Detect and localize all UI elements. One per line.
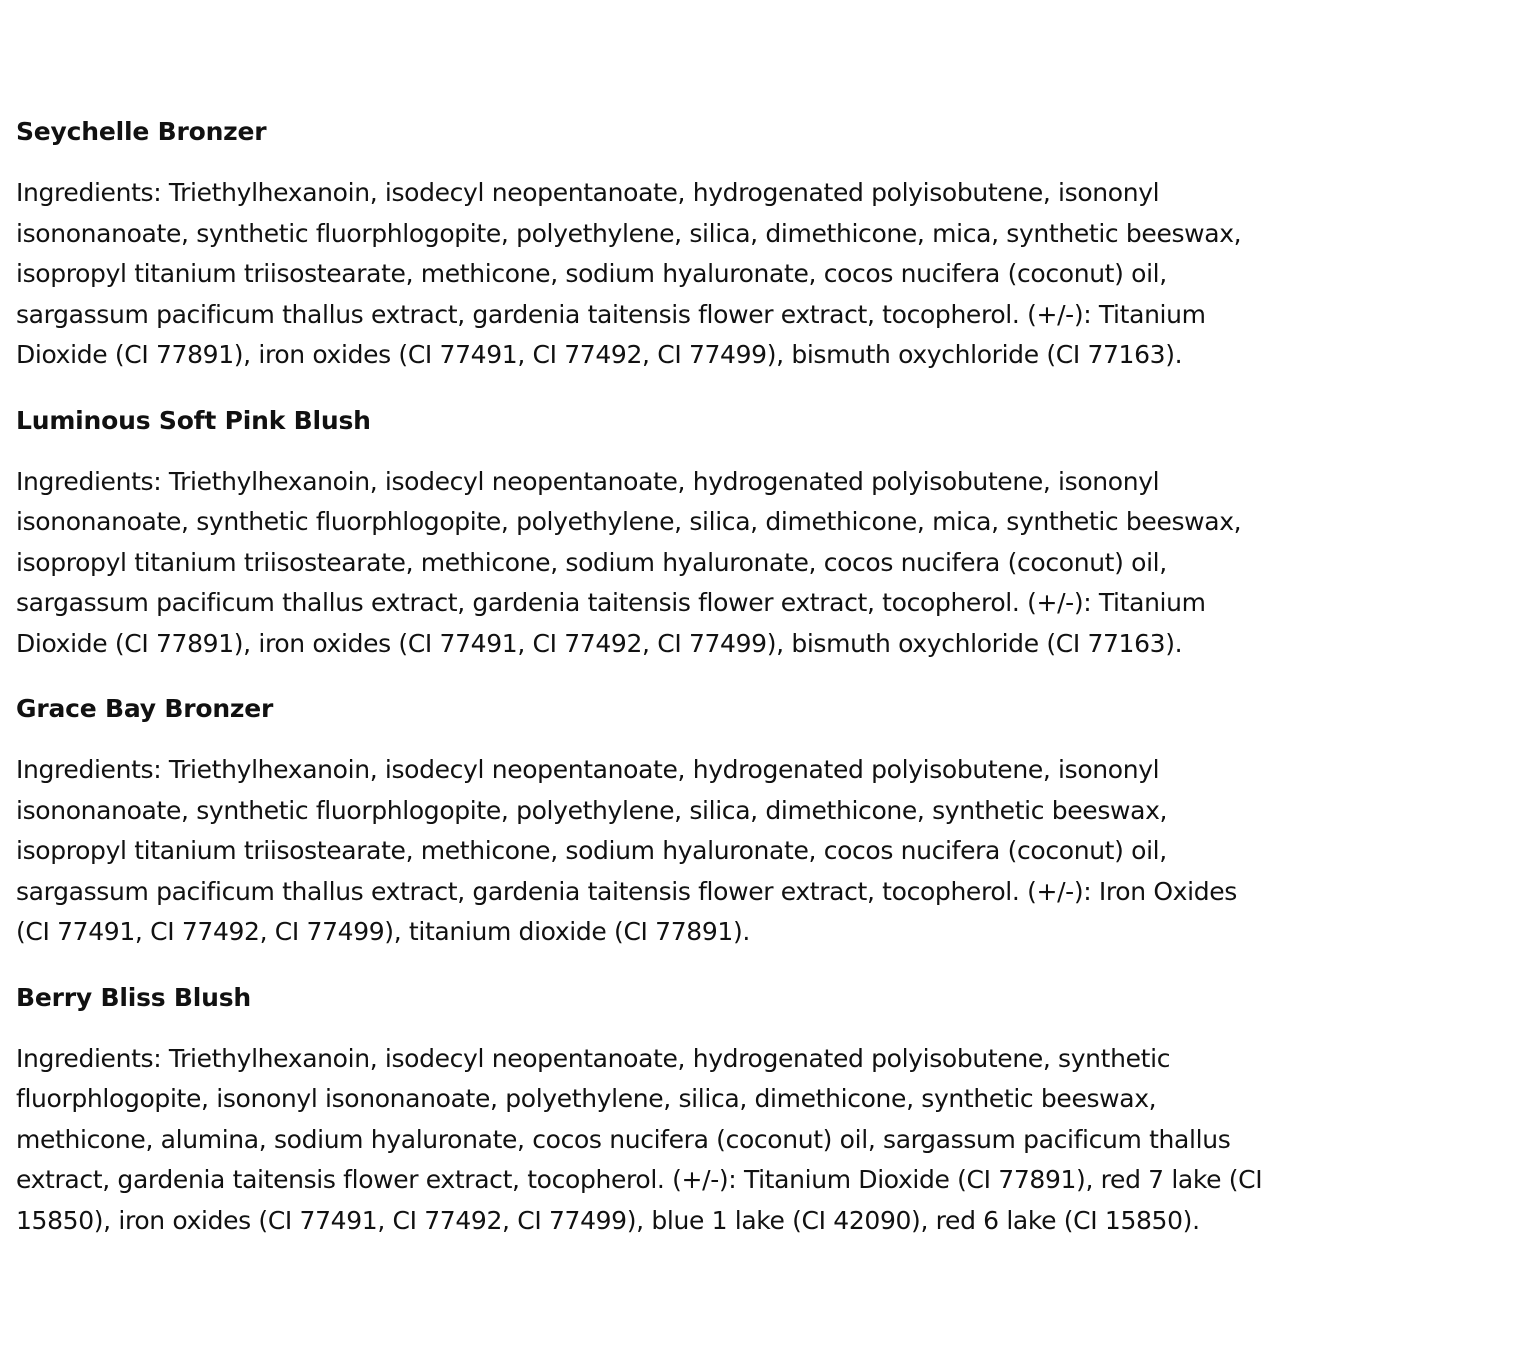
ingredients-line: fluorphlogopite, isononyl isononanoate, polyethylene, silica, dimethicone, synthetic beeswax, xyxy=(16,1084,1157,1113)
ingredients-line: Ingredients: Triethylhexanoin, isodecyl neopentanoate, hydrogenated polyisobutene, isononyl xyxy=(16,178,1160,207)
ingredients-line: Dioxide (CI 77891), iron oxides (CI 77491, CI 77492, CI 77499), bismuth oxychloride (CI 77163). xyxy=(16,628,1183,658)
product-title: Berry Bliss Blush xyxy=(16,982,252,1012)
product-title: Grace Bay Bronzer xyxy=(16,694,274,723)
ingredients-line: isopropyl titanium triisostearate, methicone, sodium hyaluronate, cocos nucifera (coconut) oil, xyxy=(16,259,1167,288)
ingredients-line: methicone, alumina, sodium hyaluronate, cocos nucifera (coconut) oil, sargassum pacificum thallus xyxy=(16,1124,1231,1154)
ingredients-line: extract, gardenia taitensis flower extract, tocopherol. (+/-): Titanium Dioxide (CI 77891), red 7 lake (CI xyxy=(16,1165,1263,1194)
ingredients-paragraph xyxy=(16,173,1508,376)
product-section-berry-bliss-blush xyxy=(16,978,1508,1242)
ingredients-line: Dioxide (CI 77891), iron oxides (CI 77491, CI 77492, CI 77499), bismuth oxychloride (CI 77163). xyxy=(16,340,1183,369)
ingredients-line: sargassum pacificum thallus extract, gardenia taitensis flower extract, tocopherol. (+/-): Iron Oxides xyxy=(16,876,1237,906)
ingredients-line: (CI 77491, CI 77492, CI 77499), titanium dioxide (CI 77891). xyxy=(16,917,750,946)
ingredients-line: isononanoate, synthetic fluorphlogopite, polyethylene, silica, dimethicone, synthetic beeswax, xyxy=(16,795,1168,825)
product-section-seychelle-bronzer xyxy=(16,112,1508,376)
ingredients-line: 15850), iron oxides (CI 77491, CI 77492, CI 77499), blue 1 lake (CI 42090), red 6 lake (CI 15850). xyxy=(16,1205,1200,1235)
ingredients-line: isopropyl titanium triisostearate, methicone, sodium hyaluronate, cocos nucifera (coconut) oil, xyxy=(16,547,1167,577)
ingredients-line: isopropyl titanium triisostearate, methicone, sodium hyaluronate, cocos nucifera (coconut) oil, xyxy=(16,836,1167,865)
ingredients-paragraph xyxy=(16,750,1508,953)
ingredients-paragraph xyxy=(16,1039,1508,1242)
product-title: Seychelle Bronzer xyxy=(16,117,267,146)
ingredients-line: sargassum pacificum thallus extract, gardenia taitensis flower extract, tocopherol. (+/-): Titanium xyxy=(16,299,1206,329)
product-title: Luminous Soft Pink Blush xyxy=(16,405,371,435)
ingredients-line: sargassum pacificum thallus extract, gardenia taitensis flower extract, tocopherol. (+/-): Titanium xyxy=(16,588,1206,617)
ingredients-line: Ingredients: Triethylhexanoin, isodecyl neopentanoate, hydrogenated polyisobutene, isononyl xyxy=(16,466,1160,496)
product-section-luminous-soft-pink-blush xyxy=(16,401,1508,665)
ingredients-document xyxy=(16,112,1508,1266)
ingredients-line: isononanoate, synthetic fluorphlogopite, polyethylene, silica, dimethicone, mica, synthetic beeswax, xyxy=(16,218,1242,248)
ingredients-line: isononanoate, synthetic fluorphlogopite, polyethylene, silica, dimethicone, mica, synthetic beeswax, xyxy=(16,507,1242,536)
ingredients-paragraph xyxy=(16,462,1508,665)
ingredients-line: Ingredients: Triethylhexanoin, isodecyl neopentanoate, hydrogenated polyisobutene, isononyl xyxy=(16,755,1160,784)
ingredients-line: Ingredients: Triethylhexanoin, isodecyl neopentanoate, hydrogenated polyisobutene, synthetic xyxy=(16,1043,1171,1073)
product-section-grace-bay-bronzer xyxy=(16,689,1508,953)
